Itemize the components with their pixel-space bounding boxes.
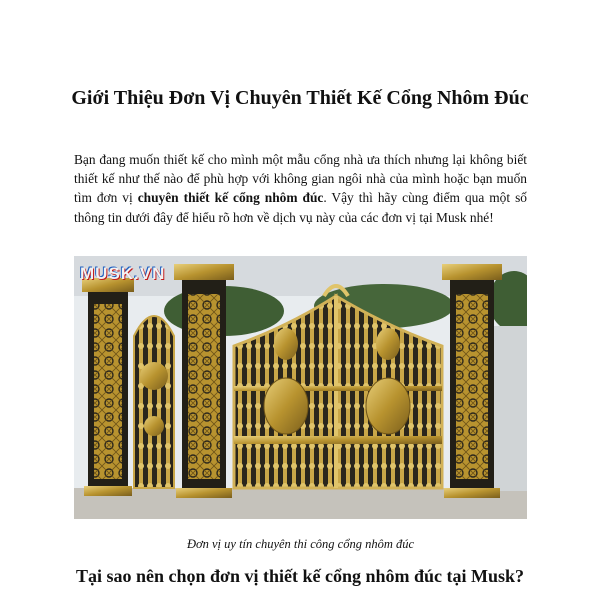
intro-text-end: . Vậy thì hãy cùng điểm qua một số thông tin dưới đây để hiểu rõ hơn về dịch vụ này của các đơn vị tại Musk nhé!	[74, 190, 527, 225]
watermark-logo: MUSK.VN	[80, 264, 166, 283]
gate-image	[74, 256, 527, 519]
intro-paragraph	[74, 150, 527, 227]
right-inner-pillar	[442, 264, 502, 498]
intro-text-start: Bạn đang muốn thiết kế cho mình một mẫu cổng nhà ưa thích nhưng lại không biết thiết kế như thế nào để phù hợp với không gian ngôi nhà của mình hoặc bạn muốn tìm đơn vị	[74, 152, 527, 206]
image-caption: Đơn vị uy tín chuyên thi công cổng nhôm đúc	[186, 537, 415, 551]
left-inner-pillar	[174, 264, 234, 498]
section-heading: Tại sao nên chọn đơn vị thiết kế cổng nhôm đúc tại Musk?	[75, 566, 525, 586]
gate-illustration	[74, 256, 527, 519]
left-outer-pillar	[82, 278, 134, 496]
intro-bold-keyword[interactable]: chuyên thiết kế cổng nhôm đúc	[137, 190, 324, 206]
page-title: Giới Thiệu Đơn Vị Chuyên Thiết Kế Cổng Nhôm Đúc	[71, 87, 529, 109]
side-gate	[134, 316, 174, 488]
